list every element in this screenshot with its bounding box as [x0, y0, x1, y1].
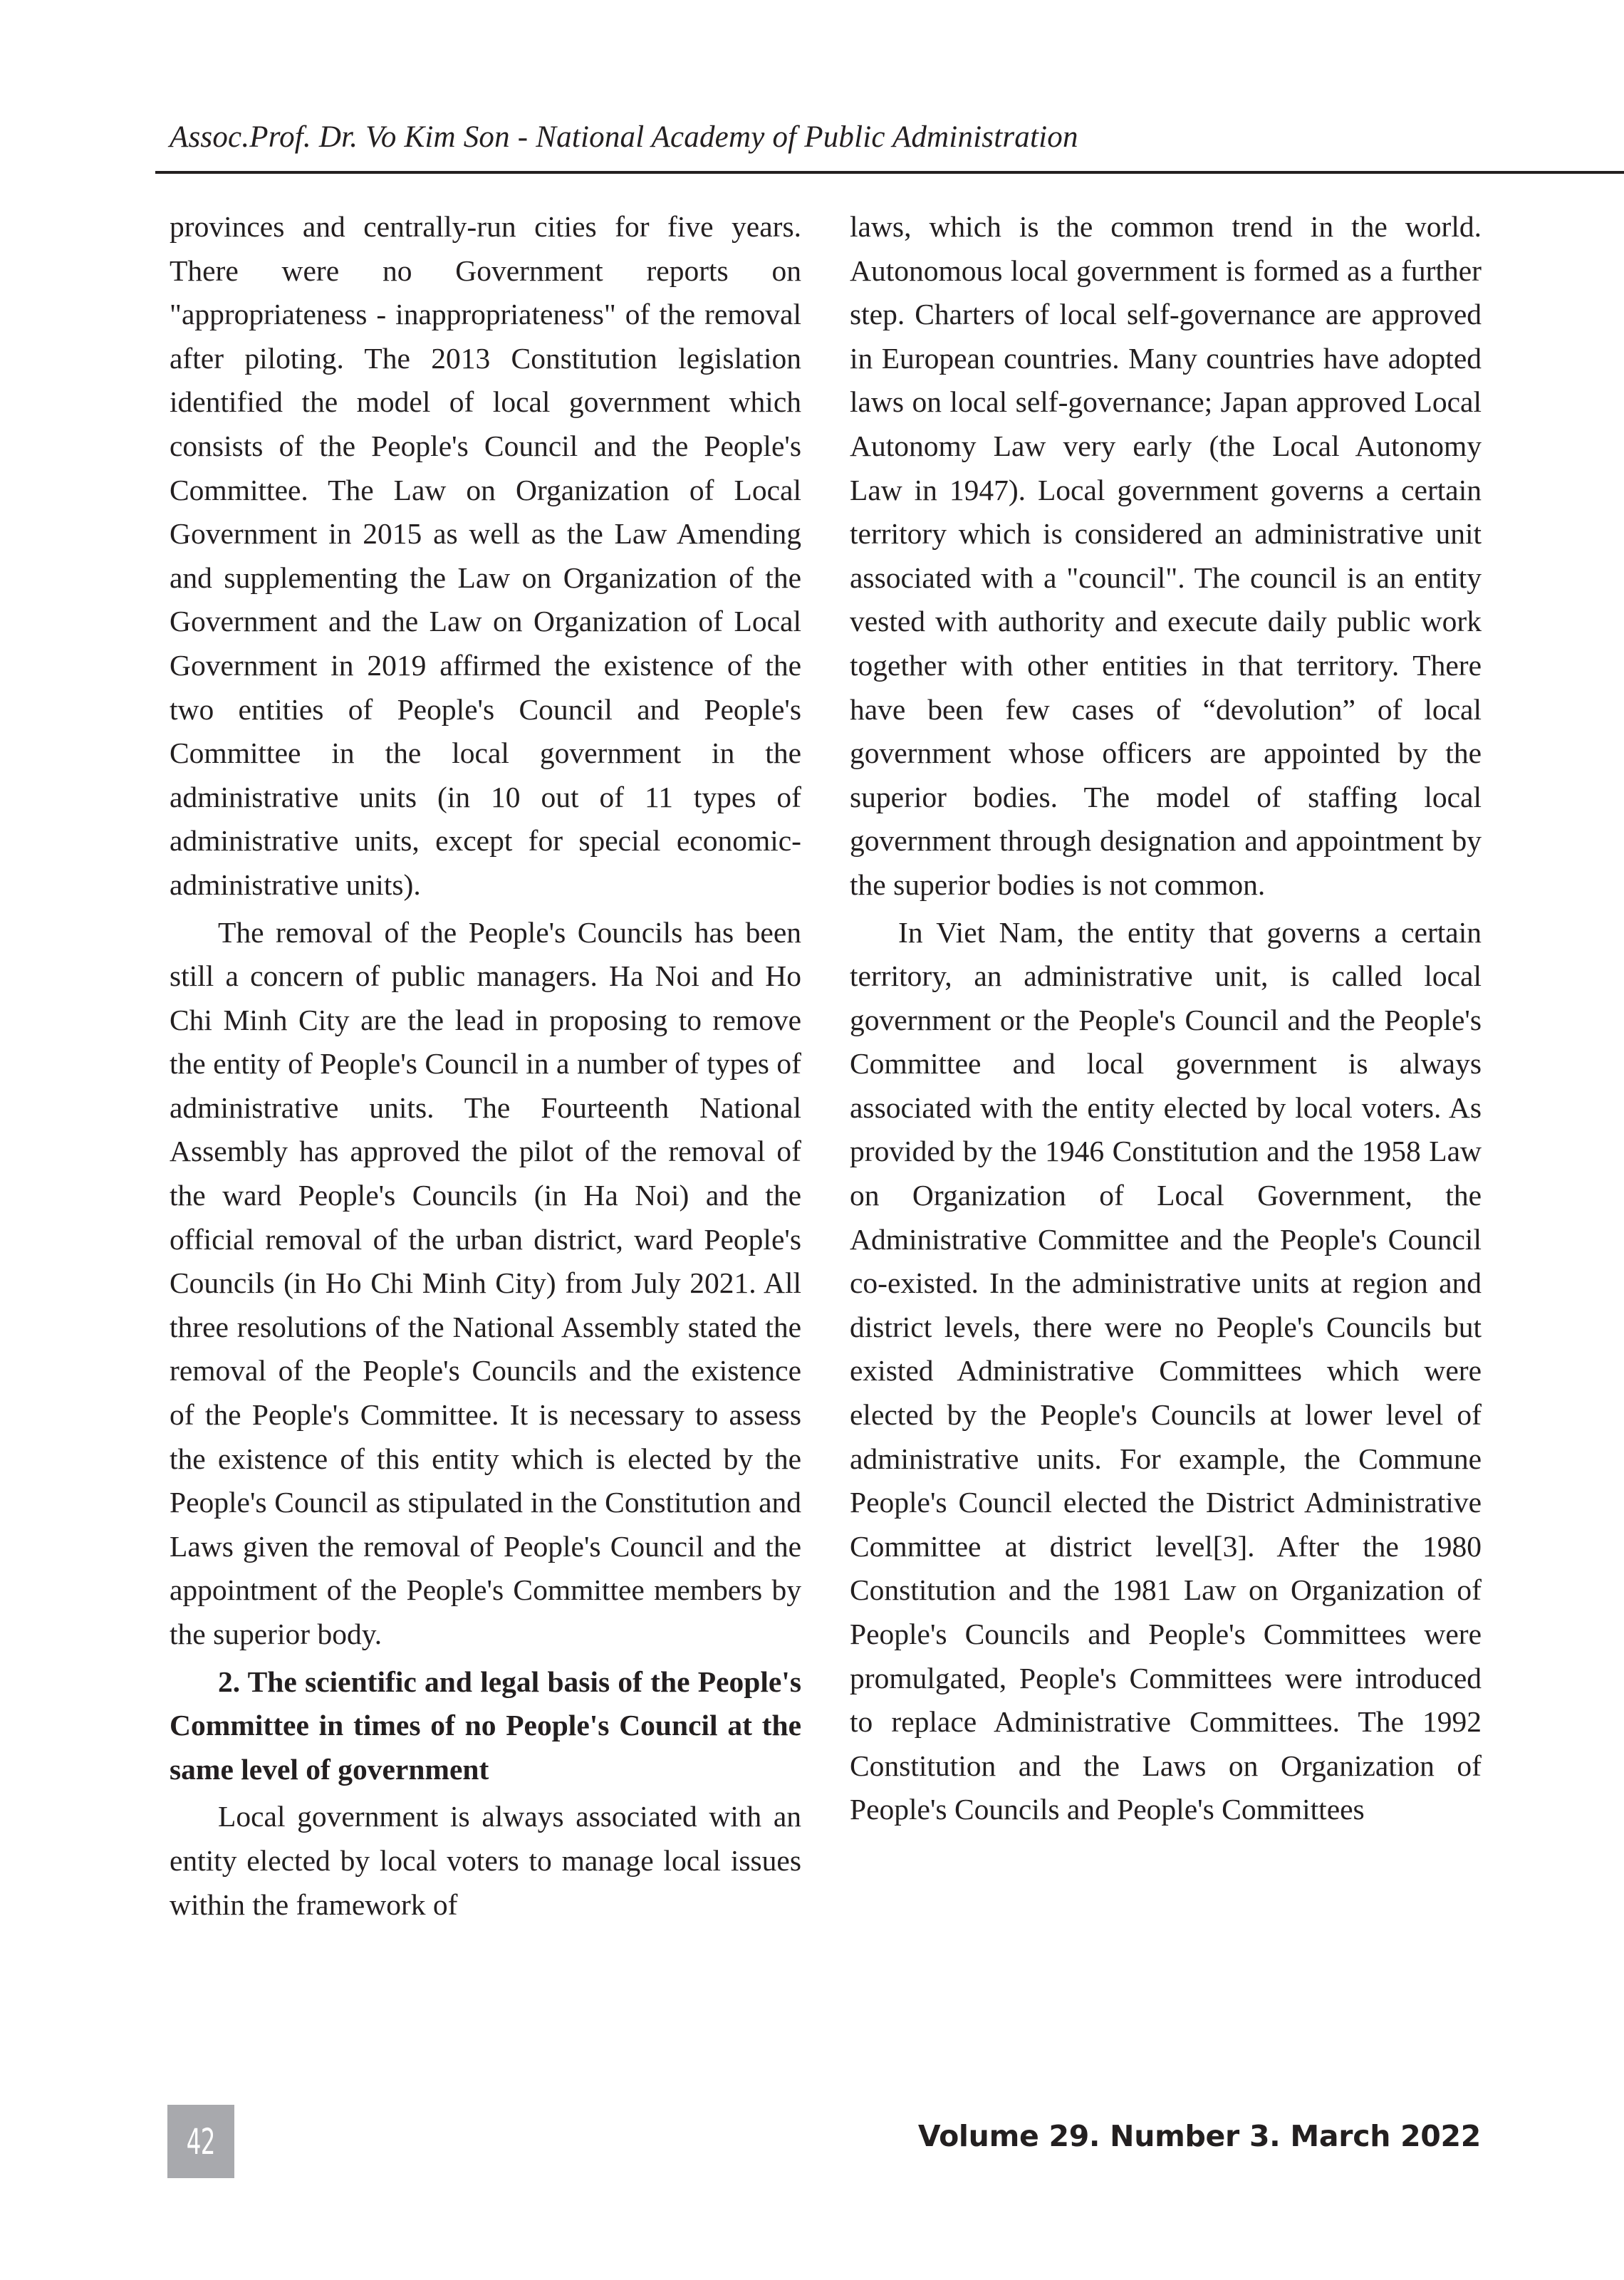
left-column [170, 205, 801, 1927]
left-paragraph-3: Local government is always associated with an entity elected by local voters to manage local issues within the framework of [170, 1800, 801, 1921]
left-paragraph-2: The removal of the People's Councils has been still a concern of public managers. Ha Noi and Ho Chi Minh City are the lead in proposing to remove the entity of People's Council in a number of types of administrative units. The Fourteenth National Assembly has approved the pilot of the removal of the ward People's Councils (in Ha Noi) and the official removal of the urban district, ward People's Councils (in Ho Chi Minh City) from July 2021. All three resolutions of the National Assembly stated the removal of the People's Councils and the existence of the People's Committee. It is necessary to assess the existence of this entity which is elected by the People's Council as stipulated in the Constitution and Laws given the removal of People's Council and the appointment of the People's Committee members by the superior body. [170, 915, 801, 1650]
running-head: Assoc.Prof. Dr. Vo Kim Son - National Academy of Public Administration [170, 120, 1078, 154]
left-paragraph-1: provinces and centrally-run cities for five years. There were no Government reports on "appropriateness - inappropriateness" of the removal after piloting. The 2013 Constitution legislation identified the model of local government which consists of the People's Council and the People's Committee. The Law on Organization of Local Government in 2015 as well as the Law Amending and supplementing the Law on Organization of the Government and the Law on Organization of Local Government in 2019 affirmed the existence of the two entities of People's Council and People's Committee in the local government in the administrative units (in 10 out of 11 types of administrative units, except for special economic- administrative units). [170, 210, 801, 901]
header-rule [155, 171, 1624, 174]
right-column [850, 205, 1482, 1832]
section-heading: 2. The scientific and legal basis of the People's Committee in times of no People's Council at the same level of government [170, 1665, 801, 1786]
issue-info: Volume 29. Number 3. March 2022 [917, 2119, 1481, 2153]
page-number: 42 [186, 2120, 216, 2162]
right-paragraph-1: laws, which is the common trend in the world. Autonomous local government is formed as a further step. Charters of local self-governance are approved in European countries. Many countries have adopted laws on local self-governance; Japan approved Local Autonomy Law very early (the Local Autonomy Law in 1947). Local government governs a certain territory which is considered an administrative unit associated with a "council". The council is an entity vested with authority and execute daily public work together with other entities in that territory. There have been few cases of “devolution” of local government whose officers are appointed by the superior bodies. The model of staffing local government through designation and appointment by the superior bodies is not common. [850, 210, 1482, 901]
page-number-tab [167, 2105, 234, 2178]
right-paragraph-2: In Viet Nam, the entity that governs a certain territory, an administrative unit, is called local government or the People's Council and the People's Committee and local government is always associated with the entity elected by local voters. As provided by the 1946 Constitution and the 1958 Law on Organization of Local Government, the Administrative Committee and the People's Council co-existed. In the administrative units at region and district levels, there were no People's Councils but existed Administrative Committees which were elected by the People's Councils at lower level of administrative units. For example, the Commune People's Council elected the District Administrative Committee at district level[3]. After the 1980 Constitution and the 1981 Law on Organization of People's Councils and People's Committees were promulgated, People's Committees were introduced to replace Administrative Committees. The 1992 Constitution and the Laws on Organization of People's Councils and People's Committees [850, 915, 1482, 1826]
